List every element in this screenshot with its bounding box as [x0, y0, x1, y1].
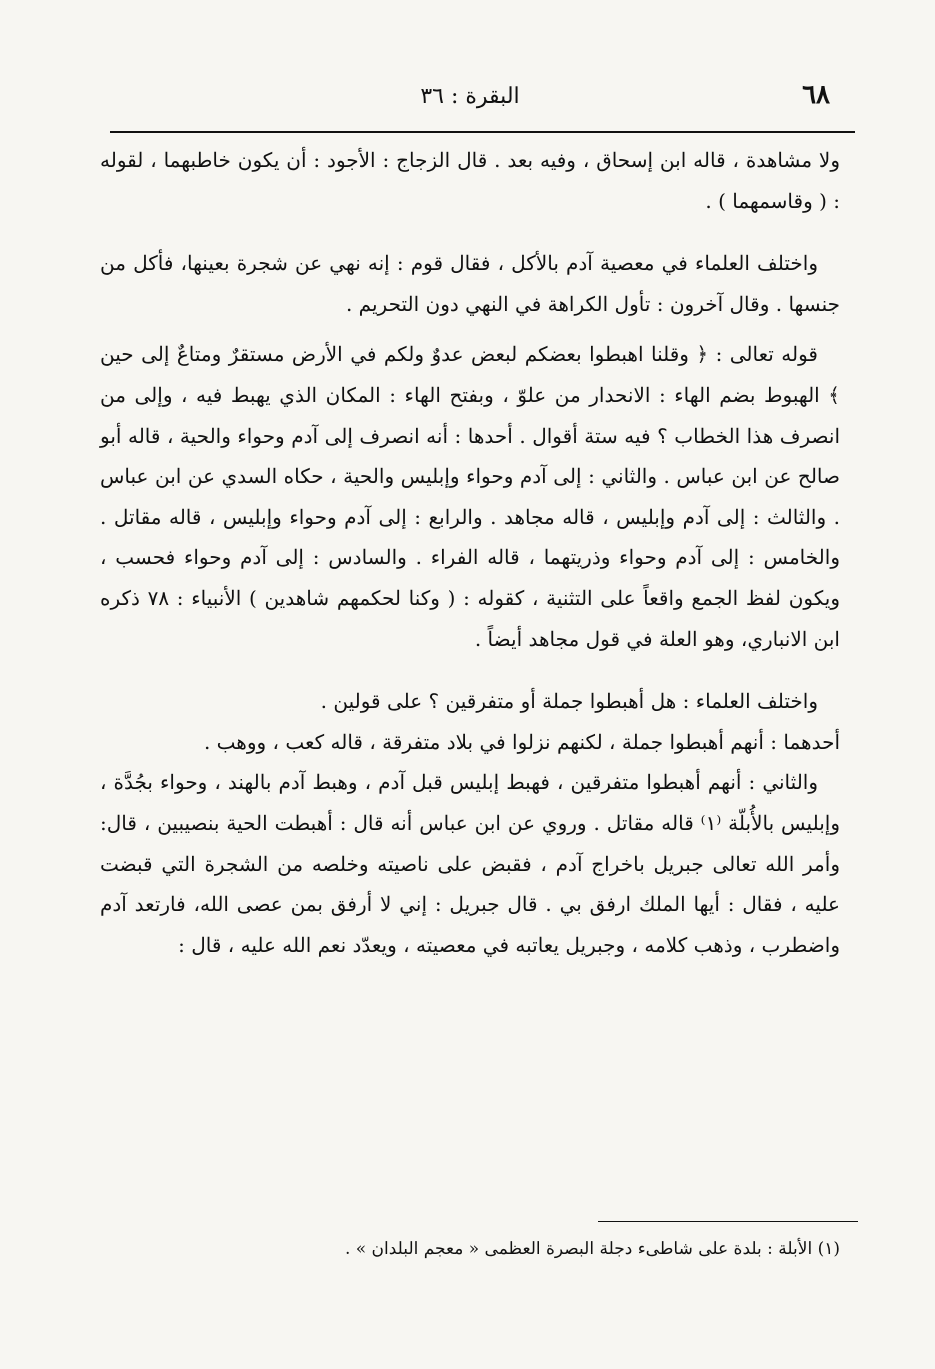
running-title: البقرة : ٣٦ [420, 84, 520, 109]
footnote-rule [598, 1221, 858, 1222]
paragraph: واختلف العلماء في معصية آدم بالأكل ، فقال قوم : إنه نهي عن شجرة بعينها، فأكل من جنسها . وقال آخرون : تأول الكراهة في النهي دون التحريم . [100, 251, 840, 316]
page-number: ٦٨ [802, 80, 830, 110]
page-header [110, 80, 830, 120]
paragraph: واختلف العلماء : هل أهبطوا جملة أو متفرقين ؟ على قولين . [320, 689, 818, 714]
main-text [100, 140, 840, 965]
paragraph: ولا مشاهدة ، قاله ابن إسحاق ، وفيه بعد . قال الزجاج : الأجود : أن يكون خاطبهما ، لقوله : ( وقاسمهما ) . [100, 148, 840, 213]
paragraph: قوله تعالى : ﴿ وقلنا اهبطوا بعضكم لبعض عدوٌ ولكم في الأرض مستقرٌ ومتاعٌ إلى حين ﴾ الهبوط بضم الهاء : الانحدار من علوّ ، وبفتح الهاء : المكان الذي يهبط فيه ، وإلى من انصرف هذا الخطاب ؟ فيه ستة أقوال . أحدها : أنه انصرف إلى آدم وحواء والحية ، قاله أبو صالح عن ابن عباس . والثاني : إلى آدم وحواء وإبليس والحية ، حكاه السدي عن ابن عباس . والثالث : إلى آدم وإبليس ، قاله مجاهد . والرابع : إلى آدم وحواء وإبليس ، قاله مقاتل . والخامس : إلى آدم وحواء وذريتهما ، قاله الفراء . والسادس : إلى آدم وحواء فحسب ، ويكون لفظ الجمع واقعاً على التثنية ، كقوله : ( وكنا لحكمهم شاهدين ) الأنبياء : ٧٨ ذكره ابن الانباري، وهو العلة في قول مجاهد أيضاً . [100, 342, 840, 651]
header-rule [110, 131, 855, 133]
paragraph: والثاني : أنهم أهبطوا متفرقين ، فهبط إبليس قبل آدم ، وهبط آدم بالهند ، وحواء بجُدَّة ، وإبليس بالأُبلّة ⁽١⁾ قاله مقاتل . وروي عن ابن عباس أنه قال : أهبطت الحية بنصيبين ، قال: وأمر الله تعالى جبريل باخراج آدم ، فقبض على ناصيته وخلصه من الشجرة التي قبضت عليه ، فقال : أيها الملك ارفق بي . قال جبريل : إني لا أرفق بمن عصى الله، فارتعد آدم واضطرب ، وذهب كلامه ، وجبريل يعاتبه في معصيته ، ويعدّد نعم الله عليه ، قال : [100, 770, 840, 957]
paragraph: أحدهما : أنهم أهبطوا جملة ، لكنهم نزلوا في بلاد متفرقة ، قاله كعب ، ووهب . [203, 729, 840, 754]
footnote: (١) الأبلة : بلدة على شاطىء دجلة البصرة العظمى « معجم البلدان » . [344, 1239, 840, 1259]
